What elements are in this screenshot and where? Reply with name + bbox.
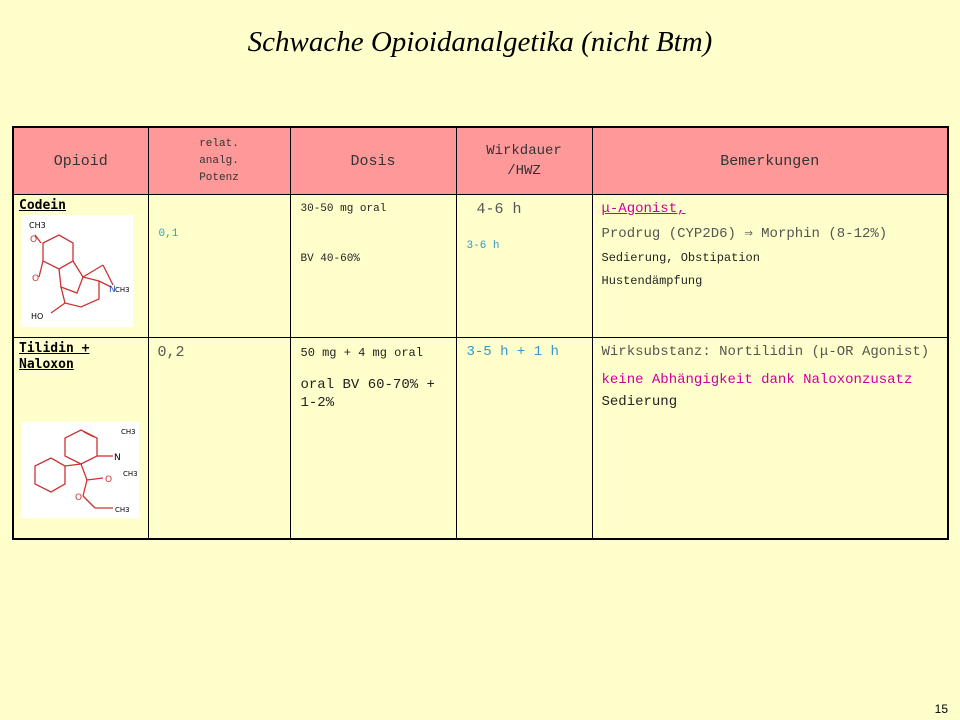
tilidin-structure-ch3-label: CH3 <box>115 506 130 514</box>
dose-oral: 50 mg + 4 mg oral <box>300 346 423 360</box>
dose-oral: 30-50 mg oral <box>300 203 387 215</box>
remark-mu-agonist: μ-Agonist, <box>601 201 686 217</box>
cell-remarks-tilidin <box>592 338 948 540</box>
codein-structure-image <box>21 215 133 327</box>
tilidin-structure-ch3-label: CH3 <box>123 470 138 478</box>
header-duration: Wirkdauer /HWZ <box>456 127 592 195</box>
cell-opioid-tilidin <box>13 338 148 540</box>
header-opioid: Opioid <box>13 127 148 195</box>
remark-sedation: Sedierung <box>601 394 678 410</box>
table-row <box>13 338 948 540</box>
drug-name-tilidin: Tilidin + <box>19 341 90 356</box>
cell-potency-codein <box>148 195 290 338</box>
codein-structure-n-label: N <box>109 285 116 295</box>
codein-structure-o-label: O <box>32 274 40 284</box>
dose-bioavailability: oral BV 60-70% + 1-2% <box>300 377 435 411</box>
opioid-table <box>12 126 949 540</box>
cell-duration-tilidin <box>456 338 592 540</box>
potency-value: 0,2 <box>157 344 185 361</box>
potency-value: 0,1 <box>158 228 179 240</box>
slide-number: 15 <box>934 702 948 716</box>
codein-structure-ho-label: HO <box>31 312 44 321</box>
duration-value: 4-6 h <box>476 201 522 218</box>
cell-potency-tilidin <box>148 338 290 540</box>
tilidin-structure-n-label: N <box>114 453 121 463</box>
half-life-value: 3-6 h <box>466 240 500 252</box>
remark-antitussive: Hustendämpfung <box>601 274 703 288</box>
cell-opioid-codein <box>13 195 148 338</box>
cell-remarks-codein <box>592 195 948 338</box>
cell-dose-tilidin <box>290 338 456 540</box>
slide-title: Schwache Opioidanalgetika (nicht Btm) <box>247 26 713 58</box>
codein-structure-o-label: O <box>30 235 38 245</box>
tilidin-structure-image <box>21 422 139 518</box>
duration-value: 3-5 h + 1 h <box>466 344 559 360</box>
table-header-row <box>13 127 948 195</box>
drug-name-codein: Codein <box>19 198 66 213</box>
header-dose: Dosis <box>290 127 456 195</box>
tilidin-structure-o-label: O <box>105 475 113 485</box>
codein-structure-ch3-label: CH3 <box>29 221 46 230</box>
table-row <box>13 195 948 338</box>
tilidin-structure-o-label: O <box>75 493 83 503</box>
header-remarks: Bemerkungen <box>592 127 948 195</box>
cell-dose-codein <box>290 195 456 338</box>
remark-sedation: Sedierung, Obstipation <box>601 251 760 265</box>
header-potency: relat. analg. Potenz <box>148 127 290 195</box>
drug-name-naloxon: Naloxon <box>19 357 74 372</box>
remark-no-dependence: keine Abhängigkeit dank Naloxonzusatz <box>601 372 913 388</box>
codein-structure-ch3-label: CH3 <box>115 286 130 294</box>
tilidin-structure-ch3-label: CH3 <box>121 428 136 436</box>
remark-active-substance: Wirksubstanz: Nortilidin (μ-OR Agonist) <box>601 344 930 360</box>
remark-prodrug: Prodrug (CYP2D6) ⇒ Morphin (8-12%) <box>601 226 888 242</box>
cell-duration-codein <box>456 195 592 338</box>
dose-bioavailability: BV 40-60% <box>300 253 360 265</box>
